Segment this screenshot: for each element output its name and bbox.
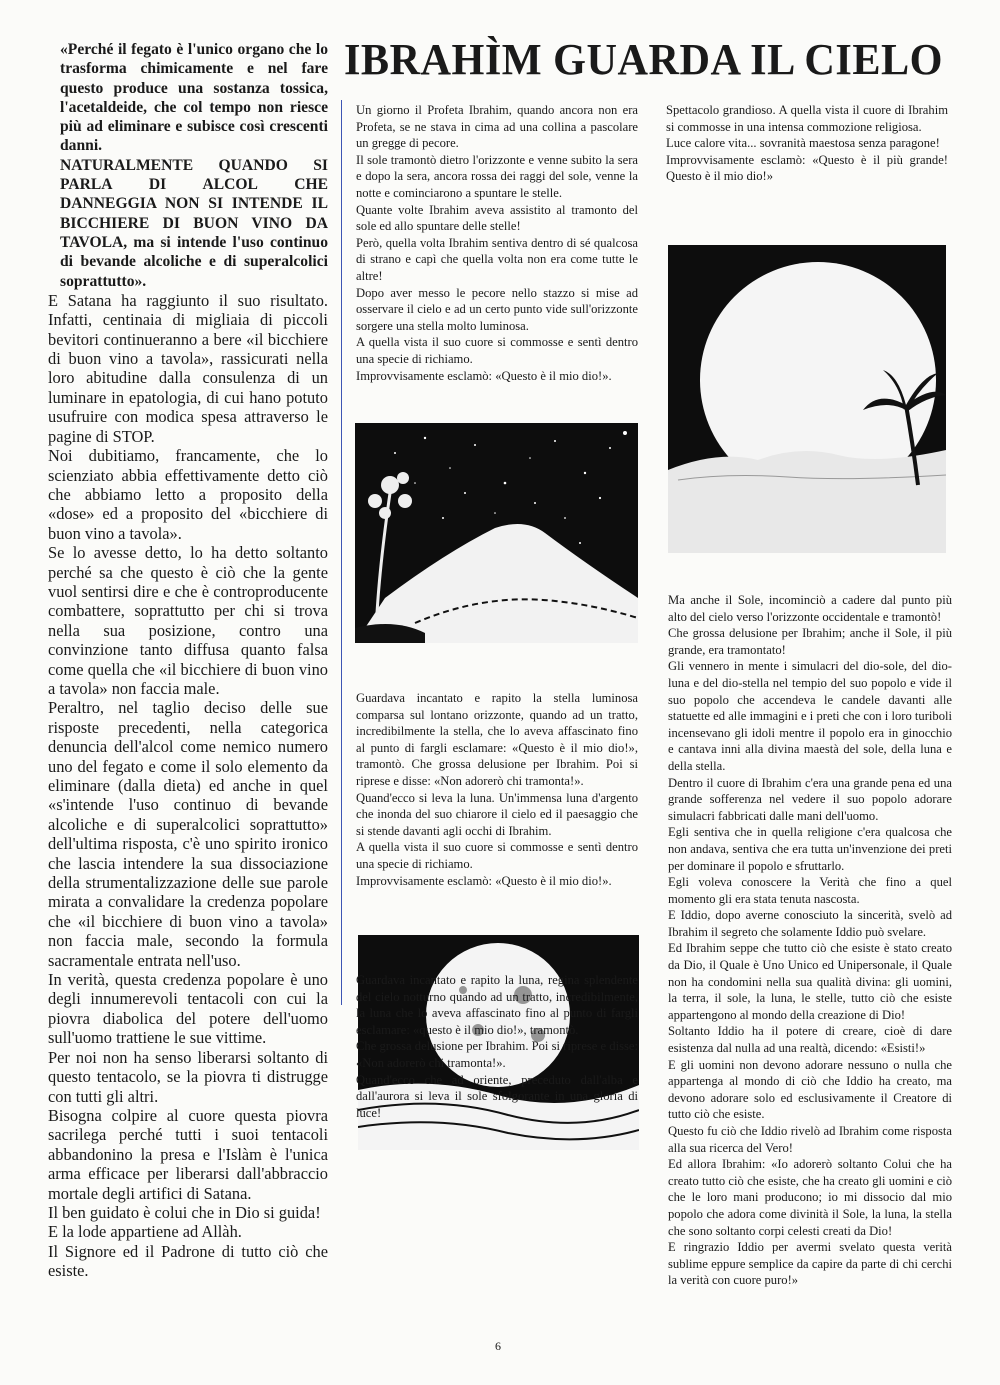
paragraph: Improvvisamente esclamò: «Questo è il mio dio!». xyxy=(356,873,612,888)
paragraph: Ma anche il Sole, incominciò a cadere dal punto più alto del cielo verso l'orizzonte occidentale e tramontò! xyxy=(668,593,952,624)
paragraph: Quand'ecco che ad oriente, preceduto dall'alba e dall'aurora si leva il sole sfolgorante in una gloria di luce! xyxy=(356,1072,638,1120)
paragraph: Quante volte Ibrahim aveva assistito al tramonto del sole ed allo spuntare delle stelle! xyxy=(356,202,638,234)
paragraph: E Iddio, dopo averne conosciuto la sincerità, svelò ad Ibrahim il segreto che solamente Iddio può svelare. xyxy=(668,908,952,939)
paragraph: Luce calore vita... sovranità maestosa senza paragone! xyxy=(666,136,940,151)
paragraph: Un giorno il Profeta Ibrahim, quando ancora non era Profeta, se ne stava in cima ad una collina a pascolare un gregge di pecore. xyxy=(356,103,638,151)
star-hill-illustration xyxy=(355,423,638,643)
paragraph: Spettacolo grandioso. A quella vista il cuore di Ibrahim si commosse in una intensa commozione religiosa. xyxy=(666,103,948,134)
paragraph: E Satana ha raggiunto il suo risultato. Infatti, centinaia di migliaia di piccoli bevitori continueranno a bere «il bicchiere di buon vino a tavola», rassicurati nella loro abitudine dalla consulenza di un luminare in epatologia, di cui hano potuto usufruire con modica spesa attraverso le pagine di STOP. xyxy=(48,290,328,446)
paragraph: Guardava incantato e rapito la luna, regina splendente del cielo notturno quando ad un tratto, incredibilmente, la luna che lo aveva affascinato fino al punto di fargli esclamare: «questo è il mio dio!», tramontò. xyxy=(356,973,638,1037)
right-text-bottom xyxy=(668,592,952,1289)
paragraph: Guardava incantato e rapito la stella luminosa comparsa sul lontano orizzonte, quando ad un tratto, incredibilmente la stella, che lo aveva affascinato fino al punto di fargli esclamare: «Questo è il mio dio!», tramontò. Che grossa delusione per Ibrahim. Poi si riprese e disse: «Non adorerò chi tramonta!». xyxy=(356,691,638,788)
paragraph: E ringrazio Iddio per avermi svelato questa verità sublime eppure semplice da capire da parte di chi cerchi la verità con cuore puro!» xyxy=(668,1240,952,1288)
paragraph: Peraltro, nel taglio deciso delle sue risposte precedenti, nella categorica denuncia dell'alcol come nemico numero uno del fegato e come il solo elemento da eliminare (dalla dieta) ed anche in quel «s'intende l'uso continuo di bevande alcoliche e di superalcolici soprattutto» dell'ultima risposta, c'è uno spirito ironico che lascia intendere la sua dissociazione della strumentalizzazione delle sue parole mirata a convalidare la credenza popolare che «il bicchiere di buon vino a tavola» non faccia male, secondo la formula sacramentale entrata nell'uso. xyxy=(48,698,328,970)
right-text-top xyxy=(666,102,948,185)
paragraph: Che grossa delusione per Ibrahim; anche il Sole, il più grande, era tramontato! xyxy=(668,626,952,657)
paragraph: In verità, questa credenza popolare è uno degli innumerevoli tentacoli con cui la piovra diabolica del potere dell'uomo sull'uomo trattiene le sue vittime. xyxy=(48,970,328,1048)
paragraph: Il sole tramontò dietro l'orizzonte e venne subito la sera e dopo la sera, ancora rossa dei raggi del sole, venne la notte e cominciarono a spuntare le stelle. xyxy=(356,152,638,200)
middle-text-bottom xyxy=(356,972,638,1121)
paragraph: Che grossa delusione per Ibrahim. Poi si riprese e disse: «Non adorerò chi tramonta!». xyxy=(356,1039,638,1070)
middle-text-center xyxy=(356,690,638,889)
page-number: 6 xyxy=(495,1339,501,1353)
lead-caps-end: ma si intende l'uso continuo di bevande alcoliche e di superalcolici soprattutto». xyxy=(60,233,328,290)
paragraph: Soltanto Iddio ha il potere di creare, cioè di dare esistenza dal nulla ad una realtà, dicendo: «Esisti!» xyxy=(668,1024,952,1056)
lead-caps-text: NATURALMENTE QUANDO SI PARLA DI ALCOL CHE DANNEGGIA NON SI INTENDE IL BICCHIERE DI BUON VINO DA TAVOLA, xyxy=(60,156,328,251)
column-divider xyxy=(341,100,342,1005)
paragraph: Gli vennero in mente i simulacri del dio-sole, del dio-luna e del dio-stella nel tempio del suo popolo e vide il suo popolo che accendeva le candele davanti alle statuette ed alle immagini e i preti che con i loro turiboli incensevano gli idoli mentre il popolo era in ginocchio e cantava inni alla divina maestà del sole, della luna e della stella. xyxy=(668,659,952,773)
paragraph: Questo fu ciò che Iddio rivelò ad Ibrahim come risposta alla sua ricerca del Vero! xyxy=(668,1124,952,1155)
lead-quote: «Perché il fegato è l'unico organo che lo trasforma chimicamente e nel fare questo produce una sostanza tossica, l'acetaldeide, che col tempo non riesce più ad eliminare e subisce così crescenti danni. xyxy=(60,41,328,155)
paragraph: Ed allora Ibrahim: «Io adorerò soltanto Colui che ha creato tutto ciò che esiste, che ha creato gli uomini e ciò che le loro mani producono; io mi dissocio dal mio popolo che adora come divinità il Sole, la luna, la stella che sono soltanto corpi celesti creati da Dio! xyxy=(668,1157,952,1238)
paragraph: Il ben guidato è colui che in Dio si guida! xyxy=(48,1202,321,1222)
paragraph: Se lo avesse detto, lo ha detto soltanto perché sa che questo è ciò che la gente vuol sentirsi dire e che è controproducente combattere, soprattutto per chi si trova nella sua posizione, contro una convinzione tanto diffusa quanto falsa come quella che «il bicchiere di buon vino a tavola» non faccia male. xyxy=(48,543,328,698)
paragraph: Bisogna colpire al cuore questa piovra sacrilega perché tutti i suoi tentacoli abbandonino la presa e l'Islàm è l'unica arma efficace per liberarsi dall'abbraccio mortale degli artifici di Satana. xyxy=(48,1105,328,1203)
paragraph: A quella vista il suo cuore si commosse e sentì dentro una specie di richiamo. xyxy=(356,840,638,871)
middle-text-top xyxy=(356,102,638,384)
lead-caps xyxy=(60,156,328,291)
paragraph: Il Signore ed il Padrone di tutto ciò che esiste. xyxy=(48,1241,328,1281)
paragraph: Improvvisamente esclamò: «Questo è il mio dio!». xyxy=(356,368,612,383)
paragraph: Egli voleva conoscere la Verità che fino a quel momento gli era stata tenuta nascosta. xyxy=(668,875,952,906)
paragraph: Quand'ecco si leva la luna. Un'immensa luna d'argento che inonda del suo chiarore il cielo ed il paesaggio che si stende davanti agli occhi di Ibrahim. xyxy=(356,790,638,838)
paragraph: E la lode appartiene ad Allàh. xyxy=(48,1222,242,1242)
left-column xyxy=(48,40,328,1281)
paragraph: Ed Ibrahim seppe che tutto ciò che esiste è stato creato da Dio, il Quale è Uno Unico ed Unipersonale, il Quale non ha condomini nella sua qualità divina: gli uomini, la terra, il sole, la luna, le stelle, tutto ciò che esiste appartengono al mondo della creazione di Dio! xyxy=(668,941,952,1022)
paragraph: Per noi non ha senso liberarsi soltanto di questo tentacolo, se la piovra ti distrugge con tutti gli altri. xyxy=(48,1047,328,1106)
paragraph: Egli sentiva che in quella religione c'era qualcosa che non andava, sentiva che era tutta un'invenzione dei preti per dominare il popolo e sfruttarlo. xyxy=(668,825,952,873)
paragraph: Improvvisamente esclamò: «Questo è il più grande! Questo è il mio dio!» xyxy=(666,152,948,184)
paragraph: Dentro il cuore di Ibrahim c'era una grande pena ed una grande sofferenza nel vedere il suo popolo adorare simulacri fabbricati dalle mani dell'uomo. xyxy=(668,775,952,823)
paragraph: Noi dubitiamo, francamente, che lo scienziato abbia effettivamente detto ciò che abbiamo letto a proposito della «dose» ed a proposito del «bicchiere di buon vino a tavola». xyxy=(48,446,328,543)
sun-illustration xyxy=(668,245,946,553)
paragraph: Dopo aver messo le pecore nello stazzo si mise ad osservare il cielo e ad un certo punto vide sull'orizzonte sorgere una stella molto luminosa. xyxy=(356,285,638,333)
paragraph: Però, quella volta Ibrahim sentiva dentro di sé qualcosa di strano e capì che quella volta non era come tutte le altre! xyxy=(356,235,638,283)
page-title: IBRAHÌM GUARDA IL CIELO xyxy=(344,35,943,84)
left-body xyxy=(48,291,328,1281)
paragraph: E gli uomini non devono adorare nessuno o nulla che appartenga al mondo di ciò che Iddio ha creato, ma devono adorare solo ed esclusivamente il Creatore di tutto ciò che esiste. xyxy=(668,1057,952,1122)
paragraph: A quella vista il suo cuore si commosse e sentì dentro una specie di richiamo. xyxy=(356,335,638,366)
